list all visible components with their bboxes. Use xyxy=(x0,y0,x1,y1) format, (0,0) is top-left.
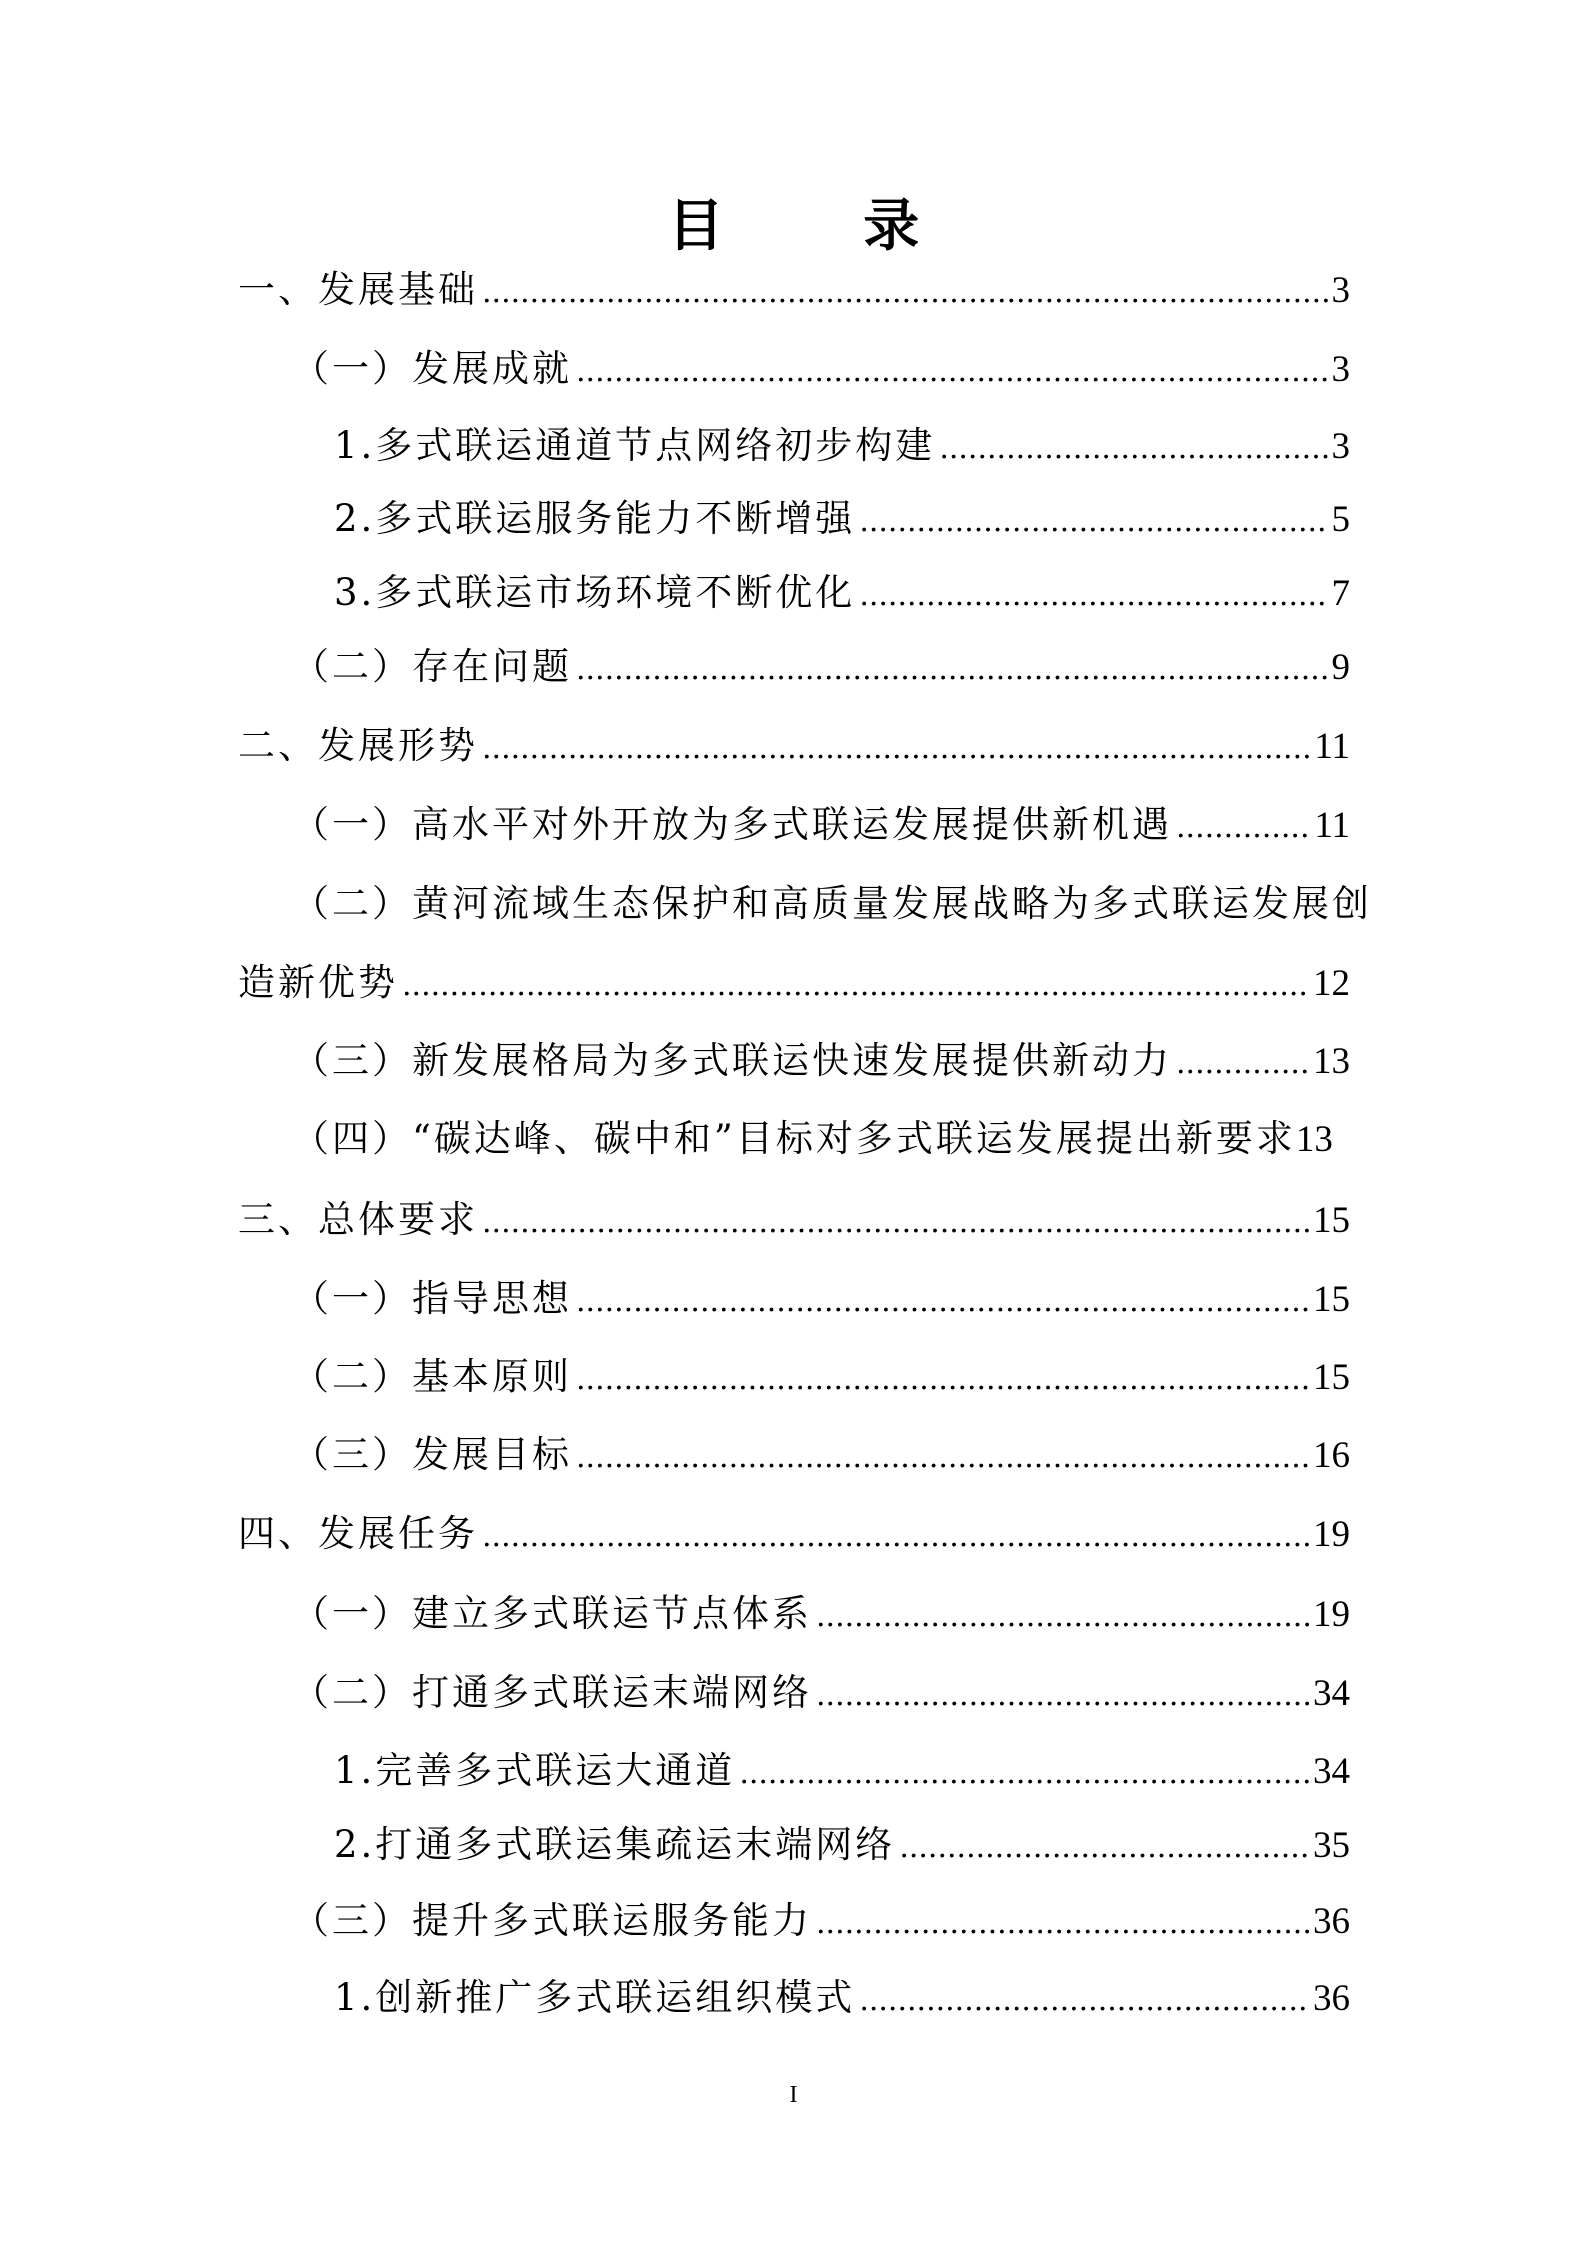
toc-entry[interactable] xyxy=(334,563,1350,623)
toc-entry-title: 四、发展任务 xyxy=(238,1512,478,1555)
dot-leader xyxy=(576,339,1328,402)
page-number: I xyxy=(789,2082,798,2108)
toc-entry[interactable] xyxy=(334,489,1350,549)
toc-entry-page: 13 xyxy=(1295,1119,1333,1160)
toc-entry-page: 5 xyxy=(1331,499,1350,540)
dot-leader xyxy=(816,1891,1309,1954)
dot-leader xyxy=(576,637,1328,700)
toc-entry[interactable] xyxy=(292,1109,1365,1169)
dot-leader xyxy=(859,563,1327,626)
dot-leader xyxy=(1176,795,1310,858)
toc-entry-title: 1.创新推广多式联运组织模式 xyxy=(334,1976,856,2019)
toc-entry-page: 16 xyxy=(1313,1435,1350,1476)
toc-entry-title: （二）基本原则 xyxy=(292,1355,572,1398)
toc-entry-title: （二）存在问题 xyxy=(292,645,572,688)
toc-entry[interactable] xyxy=(292,1663,1350,1723)
toc-entry[interactable] xyxy=(238,953,1350,1013)
toc-entry[interactable] xyxy=(238,260,1350,320)
toc-entry-title: （四）“碳达峰、碳中和”目标对多式联运发展提出新要求 xyxy=(292,1117,1296,1160)
toc-entry-page: 34 xyxy=(1313,1673,1350,1714)
toc-entry-title: 3.多式联运市场环境不断优化 xyxy=(334,571,856,614)
toc-entry-title: （一）高水平对外开放为多式联运发展提供新机遇 xyxy=(292,803,1172,846)
toc-entry-page: 11 xyxy=(1314,726,1350,767)
toc-entry-page: 36 xyxy=(1313,1978,1350,2019)
toc-entry[interactable] xyxy=(334,1741,1350,1801)
toc-entry-page: 3 xyxy=(1331,270,1350,311)
dot-leader xyxy=(816,1663,1309,1726)
toc-entry-page: 3 xyxy=(1331,426,1350,467)
toc-entry-title: （一）发展成就 xyxy=(292,347,572,390)
toc-entry-page: 35 xyxy=(1313,1825,1350,1866)
toc-entry[interactable] xyxy=(292,339,1350,399)
toc-entry-title: （三）新发展格局为多式联运快速发展提供新动力 xyxy=(292,1039,1172,1082)
dot-leader xyxy=(816,1584,1309,1647)
toc-entry[interactable] xyxy=(292,795,1350,855)
toc-entry-title: 1.完善多式联运大通道 xyxy=(334,1749,736,1792)
toc-entry-title: 2.多式联运服务能力不断增强 xyxy=(334,497,856,540)
dot-leader xyxy=(576,1347,1309,1410)
dot-leader xyxy=(482,1504,1309,1567)
toc-entry-page: 3 xyxy=(1331,349,1350,390)
toc-entry-title: 1.多式联运通道节点网络初步构建 xyxy=(334,424,936,467)
toc-entry-title: （二）打通多式联运末端网络 xyxy=(292,1671,812,1714)
dot-leader xyxy=(939,416,1327,479)
toc-entry-title: 三、总体要求 xyxy=(238,1198,478,1241)
dot-leader xyxy=(739,1741,1309,1804)
toc-entry-title: （三）提升多式联运服务能力 xyxy=(292,1899,812,1942)
toc-entry[interactable] xyxy=(292,1269,1350,1329)
toc-entry-title: 一、发展基础 xyxy=(238,268,478,311)
dot-leader xyxy=(402,953,1309,1016)
toc-entry[interactable] xyxy=(334,1815,1350,1875)
toc-entry[interactable] xyxy=(238,716,1350,776)
toc-entry-page: 13 xyxy=(1313,1041,1350,1082)
toc-entry-title-continued: 造新优势 xyxy=(238,961,398,1004)
toc-entry[interactable] xyxy=(292,1891,1350,1951)
toc-entry-page: 15 xyxy=(1313,1357,1350,1398)
toc-entry-page: 15 xyxy=(1313,1279,1350,1320)
toc-entry-title: （一）指导思想 xyxy=(292,1277,572,1320)
toc-entry-page: 12 xyxy=(1313,963,1350,1004)
toc-entry[interactable] xyxy=(334,416,1350,476)
dot-leader xyxy=(859,489,1327,552)
toc-entry-page: 15 xyxy=(1313,1200,1350,1241)
dot-leader xyxy=(576,1269,1309,1332)
toc-entry-title: （一）建立多式联运节点体系 xyxy=(292,1592,812,1635)
toc-entry[interactable] xyxy=(292,1425,1350,1485)
toc-entry-page: 19 xyxy=(1313,1514,1350,1555)
page-title: 目 录 xyxy=(667,193,980,259)
toc-entry-page: 11 xyxy=(1314,805,1350,846)
toc-entry[interactable] xyxy=(334,1968,1350,2028)
dot-leader xyxy=(899,1815,1309,1878)
toc-entry[interactable] xyxy=(238,1504,1350,1564)
dot-leader xyxy=(482,260,1328,323)
dot-leader xyxy=(482,1190,1309,1253)
dot-leader xyxy=(1176,1031,1309,1094)
toc-entry-page: 36 xyxy=(1313,1901,1350,1942)
toc-entry[interactable] xyxy=(292,637,1350,697)
toc-entry-page: 34 xyxy=(1313,1751,1350,1792)
toc-entry-title: 2.打通多式联运集疏运末端网络 xyxy=(334,1823,896,1866)
dot-leader xyxy=(482,716,1310,779)
toc-entry[interactable] xyxy=(292,1347,1350,1407)
dot-leader xyxy=(859,1968,1309,2031)
toc-entry-page: 9 xyxy=(1331,647,1350,688)
toc-entry-page: 7 xyxy=(1331,573,1350,614)
toc-entry-wrapped-line[interactable]: （二）黄河流域生态保护和高质量发展战略为多式联运发展创 xyxy=(292,882,1372,925)
toc-entry-page: 19 xyxy=(1313,1594,1350,1635)
toc-entry-title: （三）发展目标 xyxy=(292,1433,572,1476)
toc-entry-title: 二、发展形势 xyxy=(238,724,478,767)
toc-entry[interactable] xyxy=(238,1190,1350,1250)
toc-entry[interactable] xyxy=(292,1031,1350,1091)
dot-leader xyxy=(576,1425,1309,1488)
toc-entry[interactable] xyxy=(292,1584,1350,1644)
